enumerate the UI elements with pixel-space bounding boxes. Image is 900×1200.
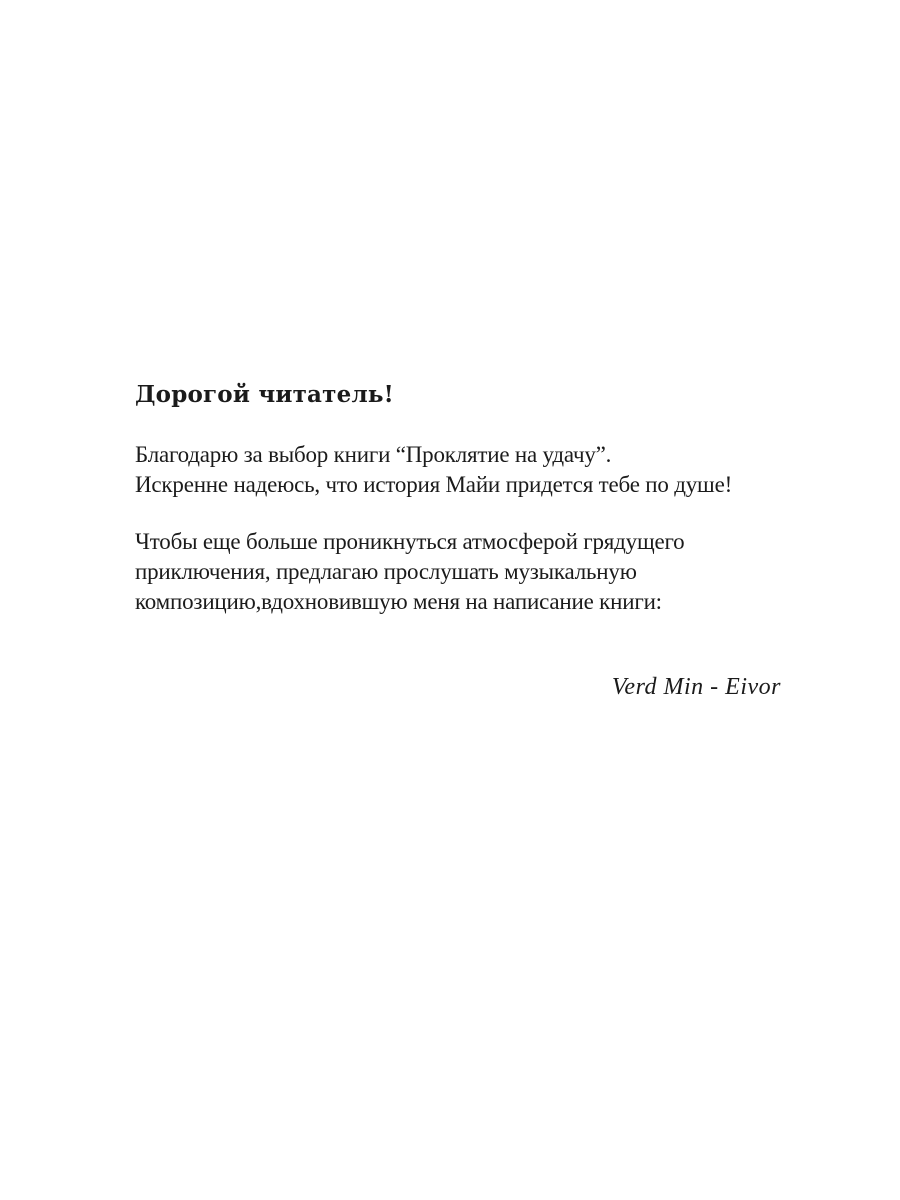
page-heading: Дорогой читатель! xyxy=(135,381,394,408)
paragraph-music xyxy=(135,527,781,617)
page-text-block xyxy=(135,380,781,703)
paragraph-thanks xyxy=(135,440,781,500)
paragraph-music-line-1: Чтобы еще больше проникнуться атмосферой грядущего xyxy=(135,529,685,554)
song-attribution: Verd Min - Eivor xyxy=(611,674,781,700)
paragraph-music-line-2: приключения, предлагаю прослушать музыкальную xyxy=(135,559,637,584)
paragraph-thanks-line-2: Искренне надеюсь, что история Майи придется тебе по душе! xyxy=(135,472,733,497)
paragraph-music-line-3: композицию,вдохновившую меня на написание книги: xyxy=(135,589,662,614)
paragraph-thanks-line-1: Благодарю за выбор книги “Проклятие на удачу”. xyxy=(135,442,612,467)
